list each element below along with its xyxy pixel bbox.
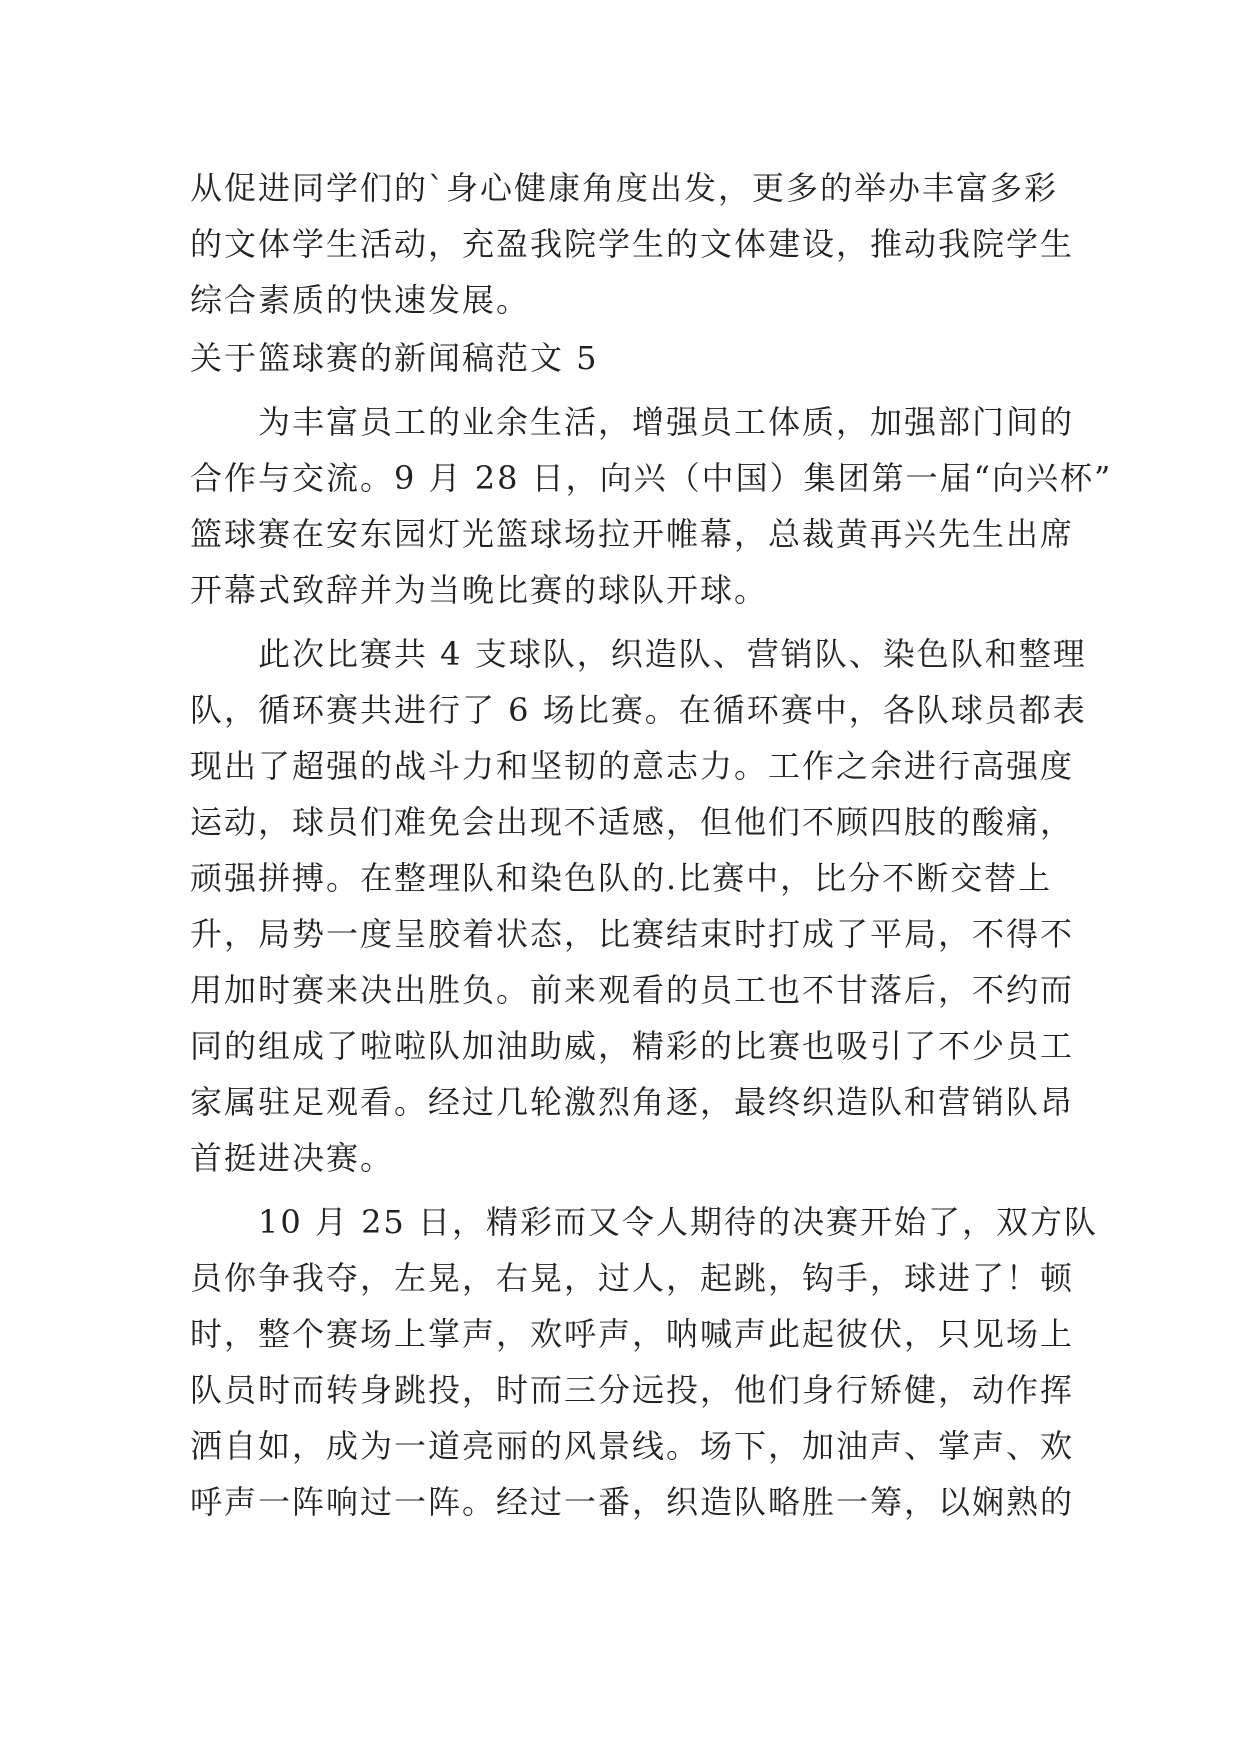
text-line: 此次比赛共 4 支球队，织造队、营销队、染色队和整理: [258, 635, 1087, 673]
paragraph-3: [190, 1194, 1098, 1530]
text-line: 队员时而转身跳投，时而三分远投，他们身行矫健，动作挥: [190, 1371, 1075, 1409]
text-line: 升，局势一度呈胶着状态，比赛结束时打成了平局，不得不: [190, 915, 1075, 953]
text-line: 队，循环赛共进行了 6 场比赛。在循环赛中，各队球员都表: [190, 691, 1087, 729]
text-line: 现出了超强的战斗力和坚韧的意志力。工作之余进行高强度: [190, 747, 1075, 785]
text-line: 员你争我夺，左晃，右晃，过人，起跳，钩手，球进了！顿: [190, 1259, 1075, 1297]
text-line: 从促进同学们的`身心健康角度出发，更多的举办丰富多彩: [190, 169, 1059, 207]
text-line: 开幕式致辞并为当晚比赛的球队开球。: [190, 571, 769, 609]
document-body: [190, 160, 1113, 1530]
text-line: 综合素质的快速发展。: [190, 281, 531, 319]
text-line: 篮球赛在安东园灯光篮球场拉开帷幕，总裁黄再兴先生出席: [190, 515, 1075, 553]
intro-paragraph: [190, 160, 1075, 328]
text-line: 运动，球员们难免会出现不适感，但他们不顾四肢的酸痛，: [190, 803, 1075, 841]
text-line: 家属驻足观看。经过几轮激烈角逐，最终织造队和营销队昂: [190, 1083, 1075, 1121]
text-line: 顽强拼搏。在整理队和染色队的.比赛中，比分不断交替上: [190, 859, 1053, 897]
text-line: 首挺进决赛。: [190, 1139, 395, 1177]
text-line: 时，整个赛场上掌声，欢呼声，呐喊声此起彼伏，只见场上: [190, 1315, 1075, 1353]
text-line: 的文体学生活动，充盈我院学生的文体建设，推动我院学生: [190, 225, 1075, 263]
paragraph-1: [190, 394, 1113, 618]
text-line: 洒自如，成为一道亮丽的风景线。场下，加油声、掌声、欢: [190, 1427, 1075, 1465]
text-line: 同的组成了啦啦队加油助威，精彩的比赛也吸引了不少员工: [190, 1027, 1075, 1065]
article-heading: 关于篮球赛的新闻稿范文 5: [190, 339, 599, 377]
text-line: 呼声一阵响过一阵。经过一番，织造队略胜一筹，以娴熟的: [190, 1483, 1075, 1521]
text-line: 10 月 25 日，精彩而又令人期待的决赛开始了，双方队: [258, 1203, 1098, 1241]
text-line: 合作与交流。9 月 28 日，向兴（中国）集团第一届“向兴杯”: [190, 459, 1113, 497]
text-line: 用加时赛来决出胜负。前来观看的员工也不甘落后，不约而: [190, 971, 1075, 1009]
text-line: 为丰富员工的业余生活，增强员工体质，加强部门间的: [258, 403, 1075, 441]
paragraph-2: [190, 626, 1087, 1186]
